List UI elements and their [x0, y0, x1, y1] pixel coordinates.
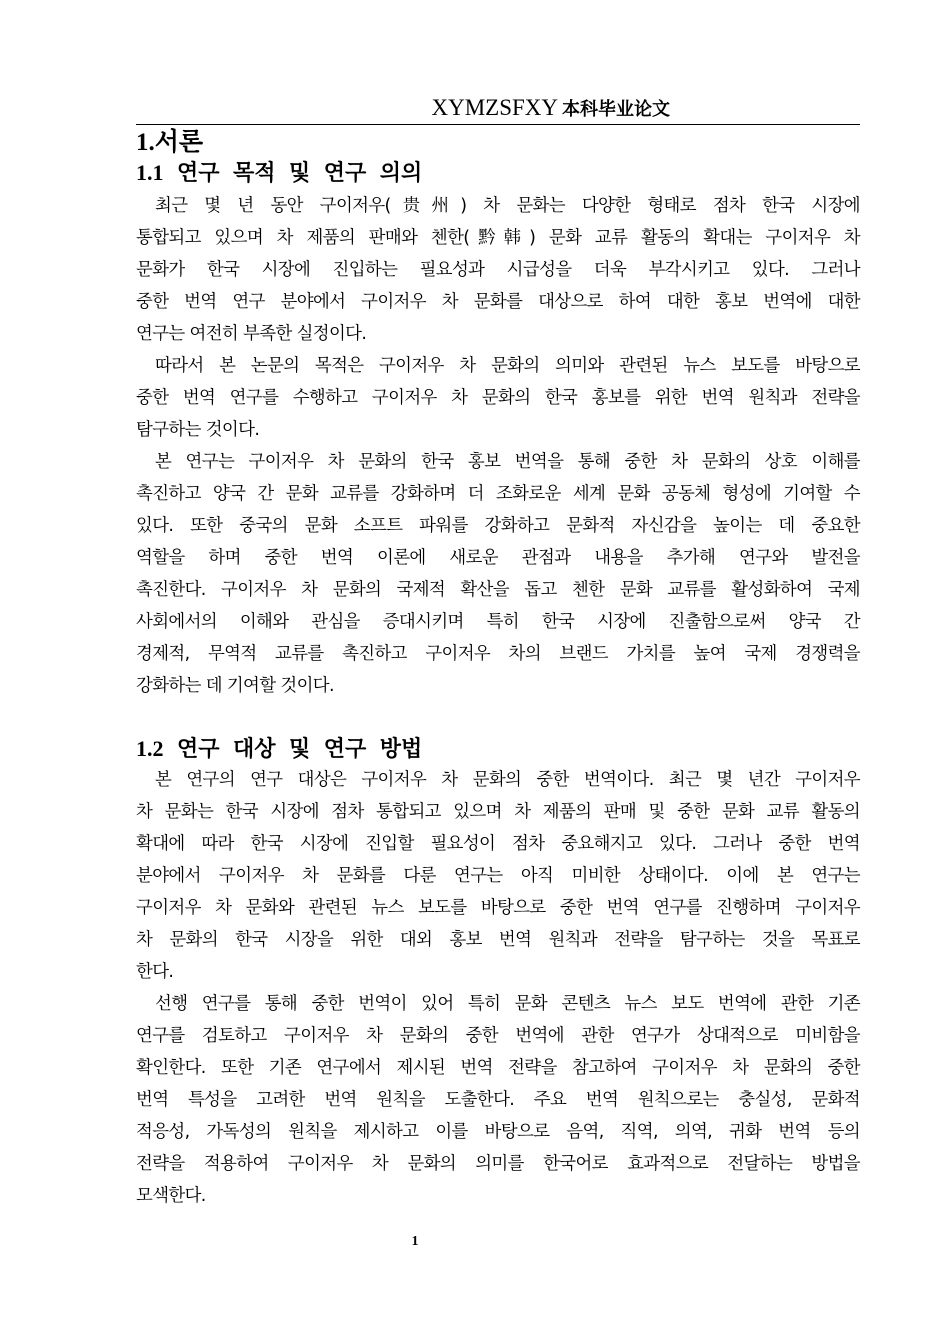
- text-line: 확대에 따라 한국 시장에 진입할 필요성이 점차 중요해지고 있다. 그러나 중한 번역: [136, 834, 860, 854]
- text-line: 연구는 여전히 부족한 실정이다.: [136, 324, 367, 344]
- text-line: 중한 번역 연구 분야에서 구이저우 차 문화를 대상으로 하여 대한 홍보 번역에 대한: [136, 292, 860, 312]
- text-line: 촉진한다. 구이저우 차 문화의 국제적 확산을 돕고 첸한 문화 교류를 활성화하여 국제: [136, 580, 860, 600]
- text-line: 촉진하고 양국 간 문화 교류를 강화하며 더 조화로운 세계 문화 공동체 형성에 기여할 수: [136, 484, 860, 504]
- text-line: 연구를 검토하고 구이저우 차 문화의 중한 번역에 관한 연구가 상대적으로 미비함을: [136, 1026, 860, 1046]
- text-line: 구이저우 차 문화와 관련된 뉴스 보도를 바탕으로 중한 번역 연구를 진행하며 구이저우: [136, 898, 860, 918]
- text-line: 전략을 적용하여 구이저우 차 문화의 의미를 한국어로 효과적으로 전달하는 방법을: [136, 1154, 860, 1174]
- text-line: 경제적, 무역적 교류를 촉진하고 구이저우 차의 브랜드 가치를 높여 국제 경쟁력을: [136, 644, 860, 664]
- text-line: 중한 번역 연구를 수행하고 구이저우 차 문화의 한국 홍보를 위한 번역 원칙과 전략을: [136, 388, 860, 408]
- header-chinese: 本科毕业论文: [562, 99, 670, 120]
- text-line: 차 문화는 한국 시장에 점차 통합되고 있으며 차 제품의 판매 및 중한 문화 교류 활동의: [136, 802, 860, 822]
- text-line: 본 연구의 연구 대상은 구이저우 차 문화의 중한 번역이다. 최근 몇 년간 구이저우: [155, 770, 860, 790]
- text-line: 있다. 또한 중국의 문화 소프트 파워를 강화하고 문화적 자신감을 높이는 데 중요한: [136, 516, 860, 536]
- text-line: 모색한다.: [136, 1186, 206, 1206]
- text-line: 문화가 한국 시장에 진입하는 필요성과 시급성을 더욱 부각시키고 있다. 그러나: [136, 260, 860, 280]
- running-header: [136, 92, 860, 124]
- text-line: 한다.: [136, 962, 174, 982]
- text-line: 확인한다. 또한 기존 연구에서 제시된 번역 전략을 참고하여 구이저우 차 문화의 중한: [136, 1058, 860, 1078]
- header-latin: XYMZSFXY: [431, 95, 558, 120]
- text-line: 통합되고 있으며 차 제품의 판매와 첸한(黔韩) 문화 교류 활동의 확대는 구이저우 차: [136, 228, 860, 248]
- text-line: 사회에서의 이해와 관심을 증대시키며 특히 한국 시장에 진출함으로써 양국 간: [136, 612, 860, 632]
- chapter-title: 1.서론: [136, 129, 204, 156]
- section-1-2-title: 1.2 연구 대상 및 연구 방법: [136, 736, 423, 761]
- text-line: 본 연구는 구이저우 차 문화의 한국 홍보 번역을 통해 중한 차 문화의 상호 이해를: [155, 452, 860, 472]
- page-number: 1: [411, 1234, 419, 1249]
- text-line: 적응성, 가독성의 원칙을 제시하고 이를 바탕으로 음역, 직역, 의역, 귀화 번역 등의: [136, 1122, 860, 1142]
- text-line: 분야에서 구이저우 차 문화를 다룬 연구는 아직 미비한 상태이다. 이에 본 연구는: [136, 866, 860, 886]
- text-line: 최근 몇 년 동안 구이저우(贵州) 차 문화는 다양한 형태로 점차 한국 시장에: [155, 196, 860, 216]
- text-line: 역할을 하며 중한 번역 이론에 새로운 관점과 내용을 추가해 연구와 발전을: [136, 548, 860, 568]
- text-line: 따라서 본 논문의 목적은 구이저우 차 문화의 의미와 관련된 뉴스 보도를 바탕으로: [155, 356, 860, 376]
- text-line: 선행 연구를 통해 중한 번역이 있어 특히 문화 콘텐츠 뉴스 보도 번역에 관한 기존: [155, 994, 860, 1014]
- header-rule: [136, 124, 860, 125]
- text-line: 강화하는 데 기여할 것이다.: [136, 676, 334, 696]
- text-line: 차 문화의 한국 시장을 위한 대외 홍보 번역 원칙과 전략을 탐구하는 것을 목표로: [136, 930, 860, 950]
- text-line: 탐구하는 것이다.: [136, 420, 260, 440]
- text-line: 번역 특성을 고려한 번역 원칙을 도출한다. 주요 번역 원칙으로는 충실성, 문화적: [136, 1090, 860, 1110]
- section-1-1-title: 1.1 연구 목적 및 연구 의의: [136, 160, 423, 185]
